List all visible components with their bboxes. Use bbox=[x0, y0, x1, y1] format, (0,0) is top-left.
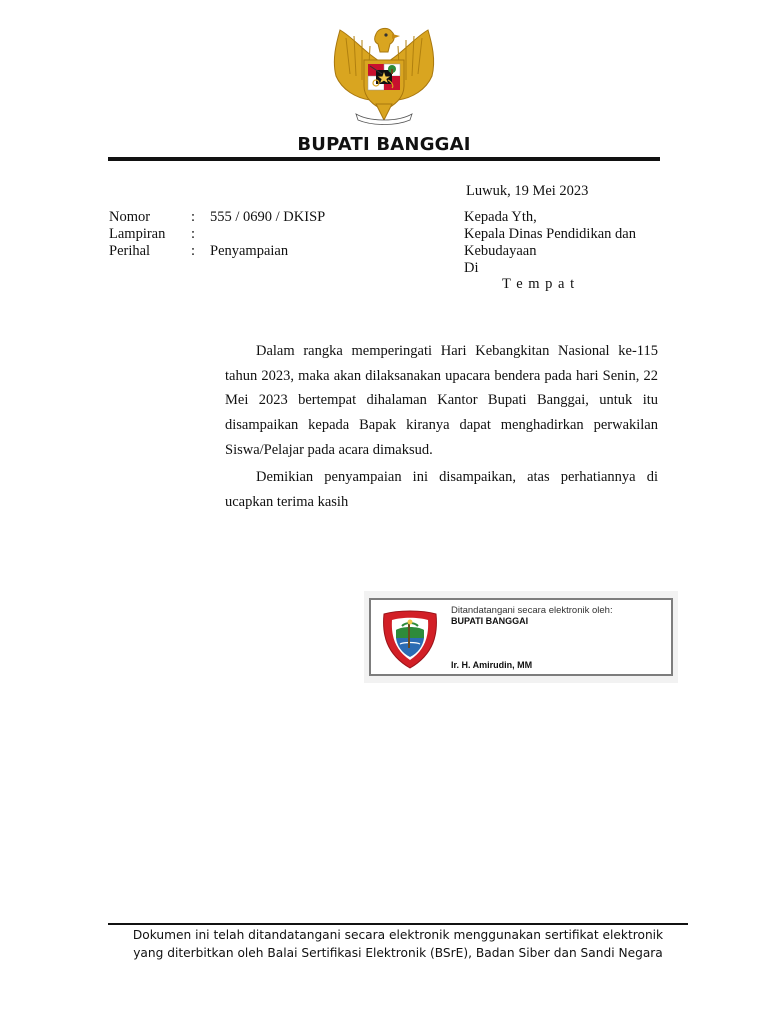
body-paragraph-2-text: Demikian penyampaian ini disampaikan, atas perhatiannya di ucapkan terima kasih bbox=[225, 469, 658, 510]
signature-office: BUPATI BANGGAI bbox=[451, 616, 529, 626]
meta-label-nomor: Nomor bbox=[109, 209, 151, 225]
signature-caption: Ditandatangani secara elektronik oleh: bbox=[451, 605, 613, 616]
garuda-pancasila-emblem-icon bbox=[326, 24, 442, 130]
footer-rule bbox=[108, 923, 688, 925]
place-date: Luwuk, 19 Mei 2023 bbox=[466, 183, 589, 199]
recipient-place: T e m p a t bbox=[502, 276, 576, 292]
meta-colon: : bbox=[191, 226, 196, 242]
recipient-title-cont: Kebudayaan bbox=[464, 243, 537, 259]
body-paragraph-1-text: Dalam rangka memperingati Hari Kebangkitan Nasional ke-115 tahun 2023, maka akan dilaksanakan upacara bendera pada hari Senin, 22 Mei 2023 bertempat dihalaman Kantor Bupati Banggai, untuk itu disampaikan kepada Bapak kiranya dapat menghadirkan perwakilan Siswa/Pelajar pada acara dimaksud. bbox=[225, 343, 658, 458]
recipient-title: Kepala Dinas Pendidikan dan bbox=[464, 226, 636, 242]
body-paragraph-2 bbox=[225, 465, 658, 514]
meta-colon: : bbox=[191, 243, 196, 259]
banggai-regency-shield-icon bbox=[380, 608, 440, 670]
signatory-name: Ir. H. Amirudin, MM bbox=[451, 660, 533, 670]
meta-value-perihal: Penyampaian bbox=[210, 243, 289, 259]
letterhead-title: BUPATI BANGGAI bbox=[297, 134, 471, 155]
meta-label-lampiran: Lampiran bbox=[109, 226, 166, 242]
recipient-di: Di bbox=[464, 260, 479, 276]
letterhead-rule bbox=[108, 157, 660, 161]
body-paragraph-1 bbox=[225, 339, 658, 463]
footer-line-1: Dokumen ini telah ditandatangani secara elektronik menggunakan sertifikat elektronik bbox=[132, 928, 664, 942]
recipient-salutation: Kepada Yth, bbox=[464, 209, 537, 225]
meta-label-perihal: Perihal bbox=[109, 243, 151, 259]
meta-value-nomor: 555 / 0690 / DKISP bbox=[210, 209, 326, 225]
meta-colon: : bbox=[191, 209, 196, 225]
footer-line-2: yang diterbitkan oleh Balai Sertifikasi Elektronik (BSrE), Badan Siber dan Sandi Negara bbox=[133, 946, 663, 960]
